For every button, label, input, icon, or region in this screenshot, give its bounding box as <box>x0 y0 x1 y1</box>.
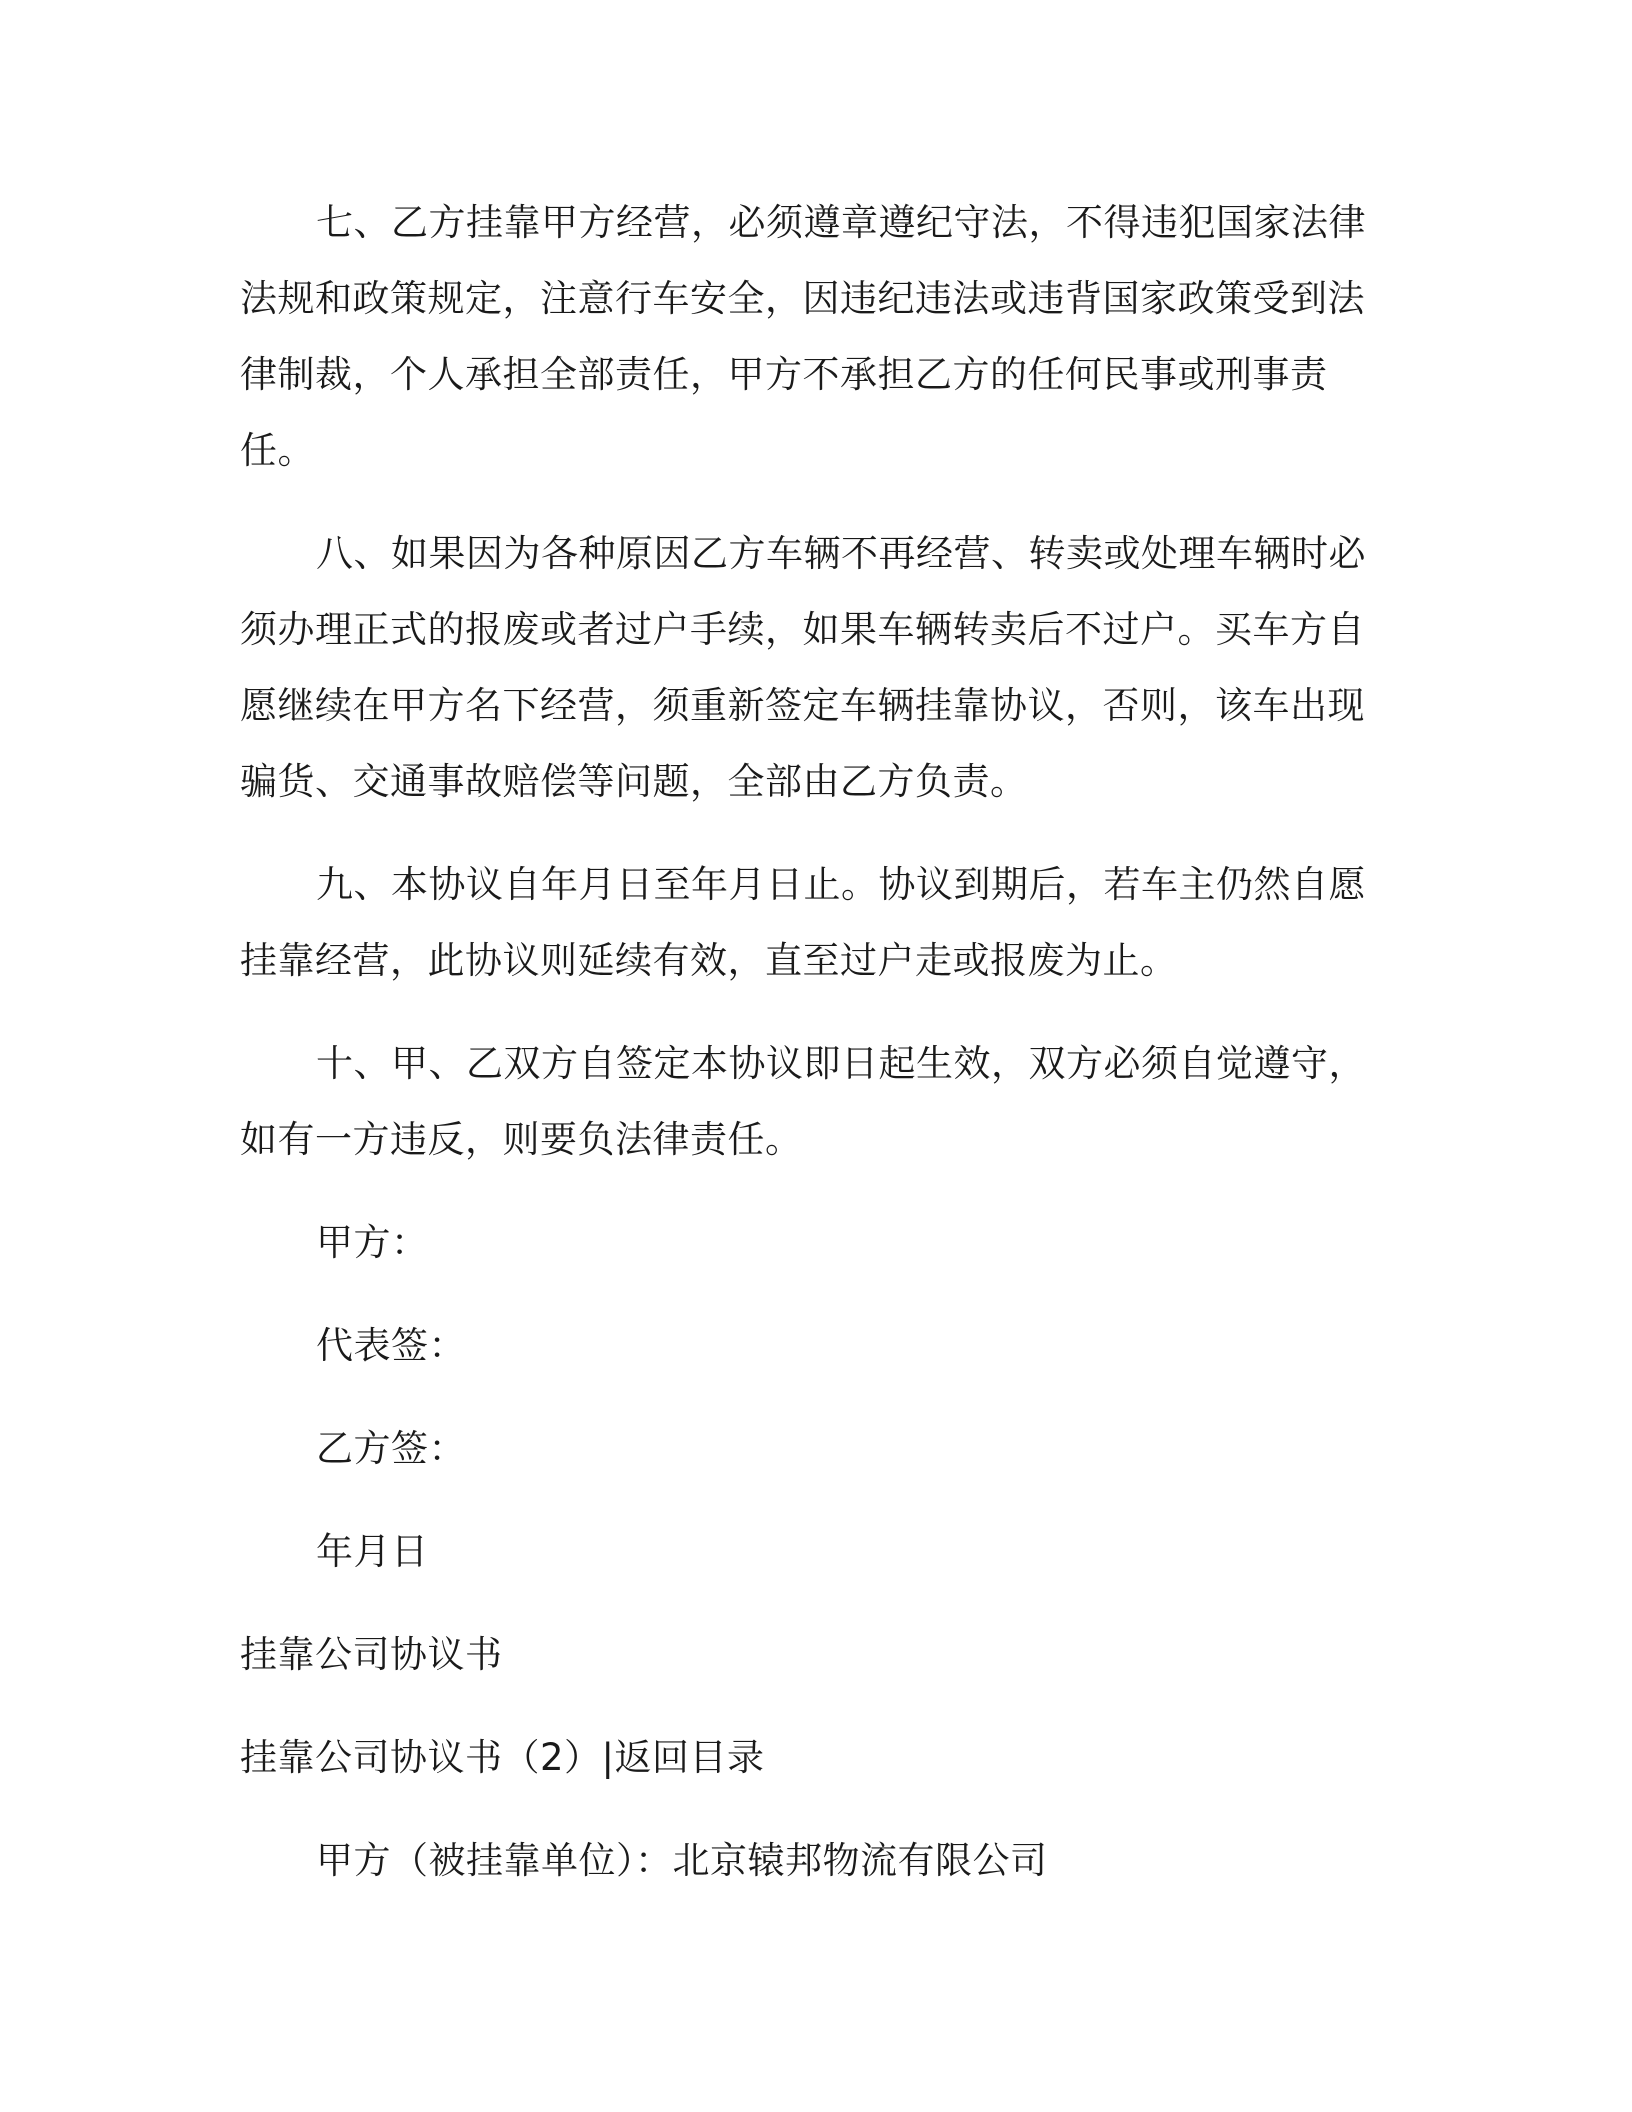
signature-representative: 代表签： <box>316 1324 466 1367</box>
clause-nine: 九、本协议自年月日至年月日止。协议到期后，若车主仍然自愿挂靠经营，此协议则延续有效，直至过户走或报废为止。 <box>240 863 1366 982</box>
section-title: 挂靠公司协议书 <box>240 1633 503 1676</box>
next-section-title: 挂靠公司协议书（2） <box>240 1736 602 1779</box>
document-body <box>240 185 1390 1926</box>
clause-seven: 七、乙方挂靠甲方经营，必须遵章遵纪守法，不得违犯国家法律法规和政策规定，注意行车安全，因违纪违法或违背国家政策受到法律制裁，个人承担全部责任，甲方不承担乙方的任何民事或刑事责任。 <box>240 201 1366 472</box>
clause-ten: 十、甲、乙双方自签定本协议即日起生效，双方必须自觉遵守，如有一方违反，则要负法律责任。 <box>240 1042 1366 1161</box>
party-a-company-line: 甲方（被挂靠单位）：北京辕邦物流有限公司 <box>316 1839 1048 1882</box>
signature-date: 年月日 <box>316 1530 429 1573</box>
clause-eight: 八、如果因为各种原因乙方车辆不再经营、转卖或处理车辆时必须办理正式的报废或者过户手续，如果车辆转卖后不过户。买车方自愿继续在甲方名下经营，须重新签定车辆挂靠协议，否则，该车出现骗货、交通事故赔偿等问题，全部由乙方负责。 <box>240 532 1366 803</box>
signature-party-a: 甲方： <box>316 1221 429 1264</box>
signature-party-b: 乙方签： <box>316 1427 466 1470</box>
next-section-heading <box>240 1720 1390 1796</box>
back-to-contents-link[interactable]: 返回目录 <box>614 1736 765 1779</box>
heading-separator: | <box>601 1736 615 1779</box>
